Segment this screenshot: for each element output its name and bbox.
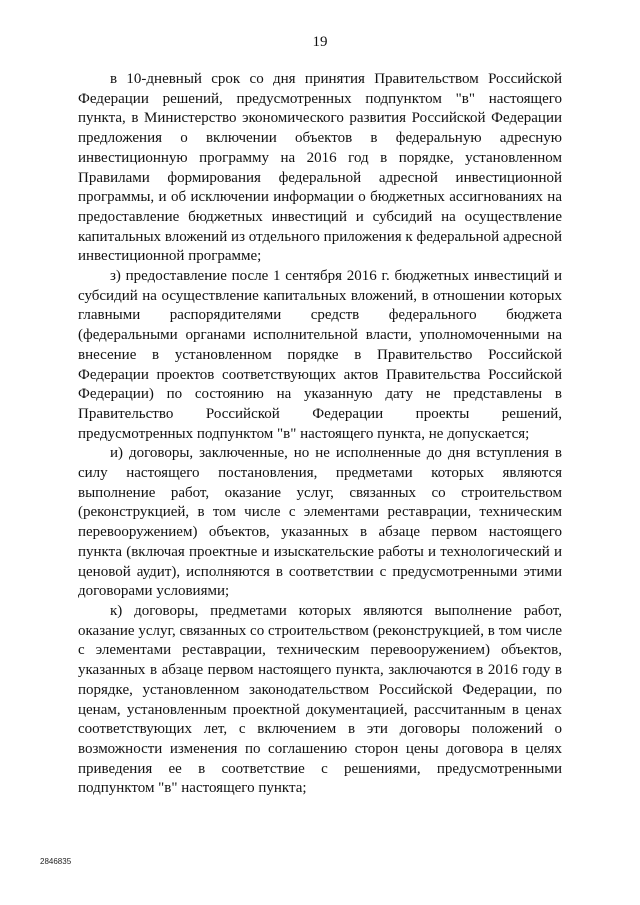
document-id: 2846835: [40, 857, 72, 866]
paragraph-k: к) договоры, предметами которых являются выполнение работ, оказание услуг, связанных со строительством (реконструкцией, в том числе с элементами реставрации, техническим перевооружением) объектов, указанных в абзаце первом настоящего пункта, заключаются в 2016 году в порядке, установленном законодательством Российской Федерации, по ценам, установленным проектной документацией, рассчитанным в ценах соответствующих лет, с включением в эти договоры положений о возможности изменения по соглашению сторон цены договора в целях приведения ее в соответствие с решениями, предусмотренными подпунктом "в" настоящего пункта;: [78, 602, 562, 797]
page-number: 19: [312, 34, 328, 50]
document-body: [78, 70, 562, 799]
paragraph-i: и) договоры, заключенные, но не исполненные до дня вступления в силу настоящего постановления, предметами которых являются выполнение работ, оказание услуг, связанных со строительством (реконструкцией, в том числе с элементами реставрации, техническим перевооружением) объектов, указанных в абзаце первом настоящего пункта (включая проектные и изыскательские работы и технологический и ценовой аудит), исполняются в соответствии с предусмотренными этими договорами условиями;: [78, 445, 562, 600]
paragraph-z: з) предоставление после 1 сентября 2016 г. бюджетных инвестиций и субсидий на осуществление капитальных вложений, в отношении которых главными распорядителями средств федерального бюджета (федеральными органами исполнительной власти, уполномоченными на внесение в установленном порядке в Правительство Российской Федерации проектов соответствующих актов Правительства Российской Федерации) по состоянию на указанную дату не представлены в Правительство Российской Федерации проекты решений, предусмотренных подпунктом "в" настоящего пункта, не допускается;: [78, 268, 562, 442]
paragraph-zh-continuation: в 10-дневный срок со дня принятия Правительством Российской Федерации решений, предусмотренных подпунктом "в" настоящего пункта, в Министерство экономического развития Российской Федерации предложения о включении объектов в федеральную адресную инвестиционную программу на 2016 год в порядке, установленном Правилами формирования федеральной адресной инвестиционной программы, и об исключении информации о бюджетных ассигнованиях на предоставление бюджетных инвестиций и субсидий на осуществление капитальных вложений из отдельного приложения к федеральной адресной инвестиционной программе;: [78, 71, 562, 265]
